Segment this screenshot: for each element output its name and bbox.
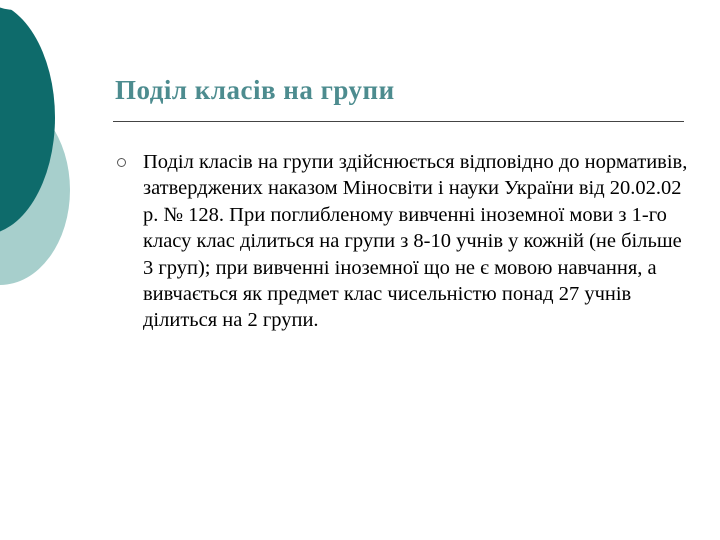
hollow-circle-bullet-icon — [117, 158, 126, 167]
title-divider — [113, 121, 684, 122]
decorative-top-cutout — [0, 0, 70, 10]
bullet-text: Поділ класів на групи здійснюється відповідно до нормативів, затверджених наказом Міносвіти і науки України від 20.02.02 р. № 128. При поглибленому вивченні іноземної мови з 1-го класу клас ділиться на групи з 8-10 учнів у кожній (не більше 3 груп); при вивченні іноземної що не є мовою навчання, а вивчається як предмет клас чисельністю понад 27 учнів ділиться на 2 групи. — [143, 151, 688, 332]
slide-title: Поділ класів на групи — [115, 75, 395, 105]
